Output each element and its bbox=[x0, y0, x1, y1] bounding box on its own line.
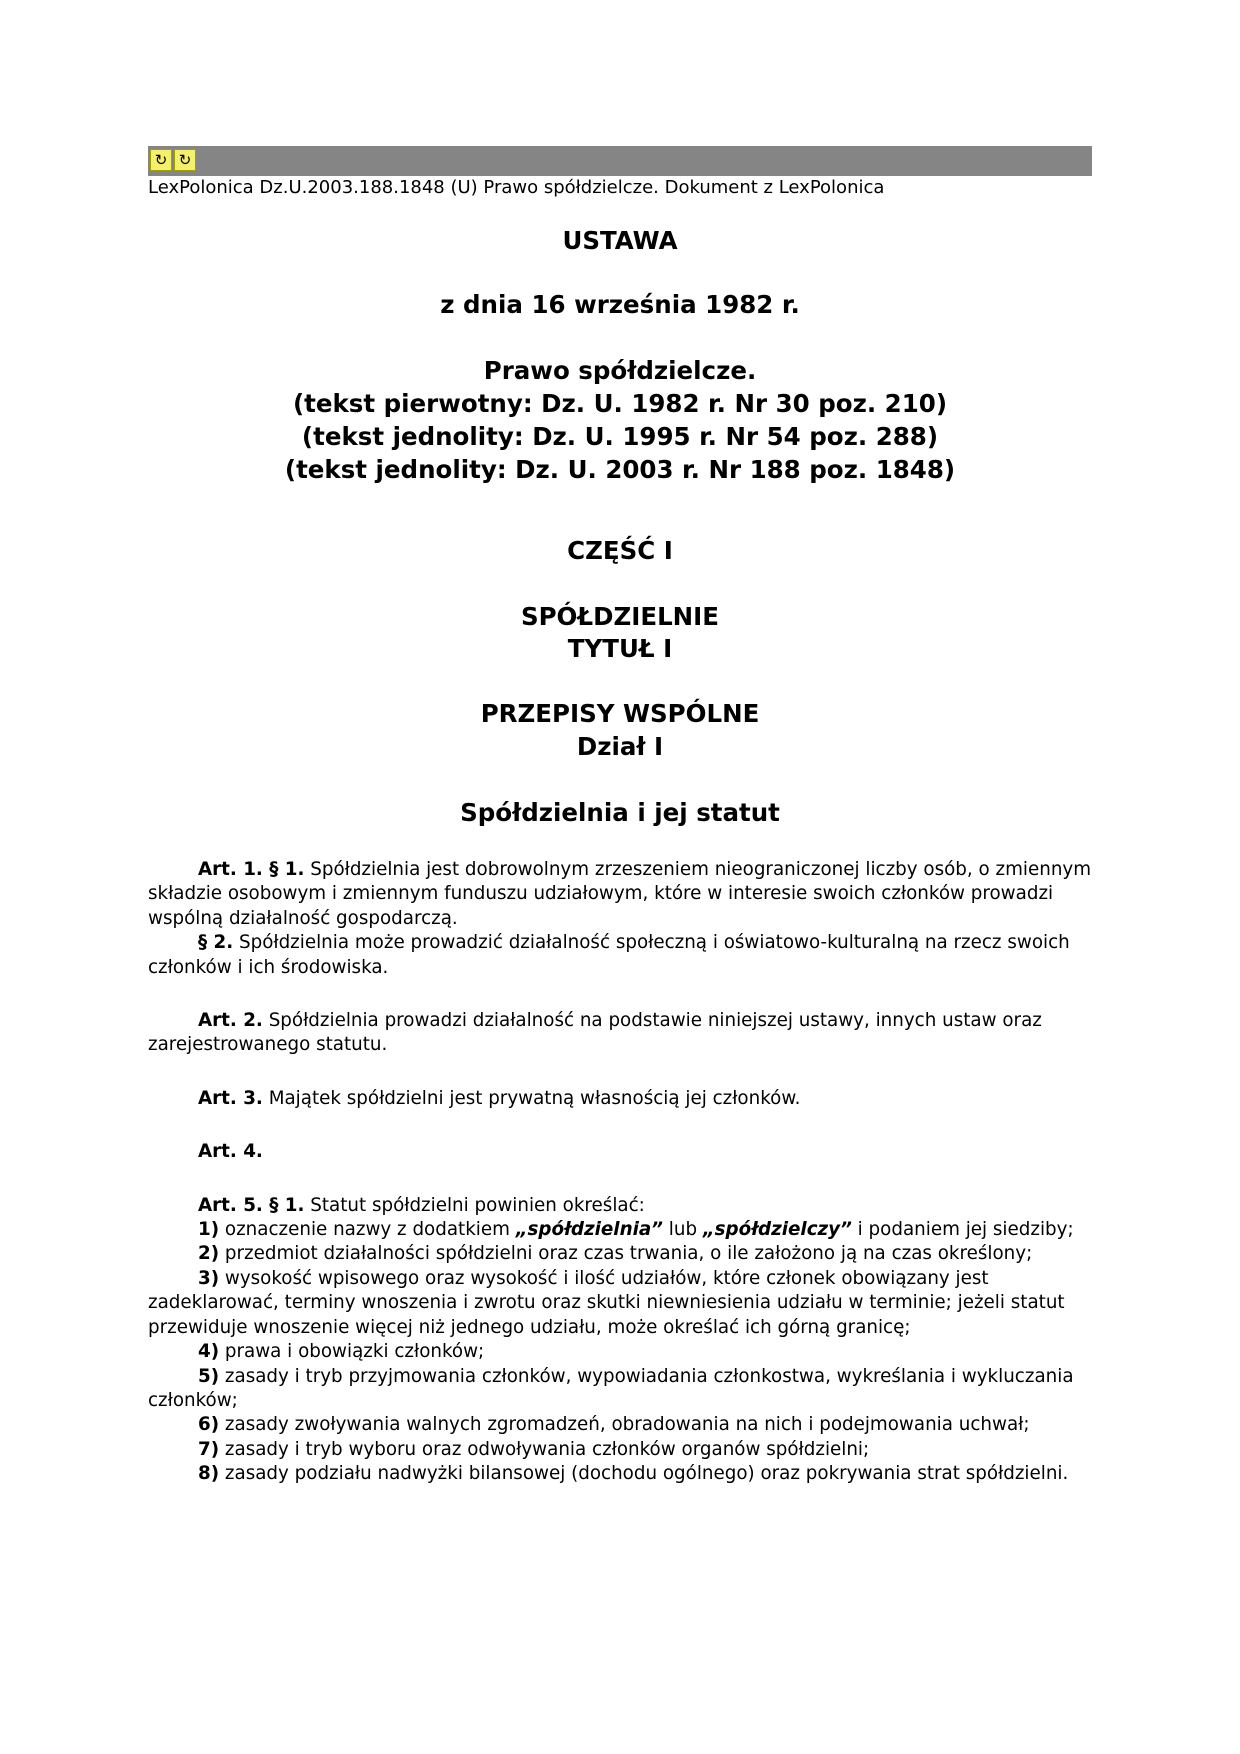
original-text-ref: (tekst pierwotny: Dz. U. 1982 r. Nr 30 poz. 210) bbox=[292, 389, 948, 418]
article-1-par-2: § 2. Spółdzielnia może prowadzić działalność społeczną i oświatowo-kulturalną na rzecz swoich członków i ich środowiska. bbox=[148, 932, 1070, 978]
article-5-par-1: Art. 5. § 1. Statut spółdzielni powinien określać: bbox=[198, 1194, 645, 1216]
section-heading: Dział I bbox=[576, 732, 664, 761]
list-item: 6) zasady zwoływania walnych zgromadzeń, obradowania na nich i podejmowania uchwał; bbox=[198, 1414, 1030, 1436]
list-item: 5) zasady i tryb przyjmowania członków, wypowiadania członkostwa, wykreślania i wykluczania członków; bbox=[148, 1365, 1074, 1411]
article-1-par-1: Art. 1. § 1. Spółdzielnia jest dobrowolnym zrzeszeniem nieograniczonej liczby osób, o zmiennym składzie osobowym i zmiennym funduszu udziałowym, które w interesie swoich członków prowadzi wspólną działalność gospodarczą. bbox=[148, 859, 1092, 929]
list-item: 3) wysokość wpisowego oraz wysokość i ilość udziałów, które członek obowiązany jest zadeklarować, terminy wnoszenia i zwrotu oraz skutki niewniesienia udziału w terminie; jeżeli statut przewiduje wnoszenie więcej niż jednego udziału, może określać ich górną granicę; bbox=[148, 1267, 1065, 1338]
article-3: Art. 3. Majątek spółdzielni jest prywatną własnością jej członków. bbox=[198, 1087, 801, 1109]
article-4: Art. 4. bbox=[198, 1141, 263, 1163]
part-name: SPÓŁDZIELNIE bbox=[520, 602, 720, 631]
document-toolbar bbox=[148, 146, 1092, 176]
title-name: PRZEPISY WSPÓLNE bbox=[480, 699, 760, 728]
act-name: Prawo spółdzielcze. bbox=[483, 356, 757, 385]
article-2: Art. 2. Spółdzielnia prowadzi działalność na podstawie niniejszej ustawy, innych ustaw oraz zarejestrowanego statutu. bbox=[148, 1010, 1042, 1056]
uniform-text-ref-1995: (tekst jednolity: Dz. U. 1995 r. Nr 54 poz. 288) bbox=[301, 422, 939, 451]
document-body bbox=[148, 858, 1092, 1487]
part-heading: CZĘŚĆ I bbox=[567, 536, 673, 565]
list-item: 8) zasady podziału nadwyżki bilansowej (dochodu ogólnego) oraz pokrywania strat spółdzielni. bbox=[198, 1463, 1069, 1485]
section-name: Spółdzielnia i jej statut bbox=[460, 798, 780, 827]
list-item: 1) oznaczenie nazwy z dodatkiem „spółdzielnia” lub „spółdzielczy” i podaniem jej siedziby; bbox=[198, 1219, 1074, 1241]
document-header: LexPolonica Dz.U.2003.188.1848 (U) Prawo spółdzielcze. Dokument z LexPolonica bbox=[148, 177, 885, 198]
link-icon[interactable]: ↻ bbox=[174, 149, 196, 171]
list-item: 4) prawa i obowiązki członków; bbox=[198, 1341, 485, 1363]
uniform-text-ref-2003: (tekst jednolity: Dz. U. 2003 r. Nr 188 poz. 1848) bbox=[284, 455, 956, 484]
act-type: USTAWA bbox=[562, 226, 678, 255]
link-icon[interactable]: ↻ bbox=[150, 149, 172, 171]
act-date: z dnia 16 września 1982 r. bbox=[440, 290, 800, 319]
list-item: 7) zasady i tryb wyboru oraz odwoływania członków organów spółdzielni; bbox=[198, 1438, 870, 1460]
title-heading: TYTUŁ I bbox=[567, 634, 673, 663]
list-item: 2) przedmiot działalności spółdzielni oraz czas trwania, o ile założono ją na czas określony; bbox=[198, 1243, 1033, 1265]
